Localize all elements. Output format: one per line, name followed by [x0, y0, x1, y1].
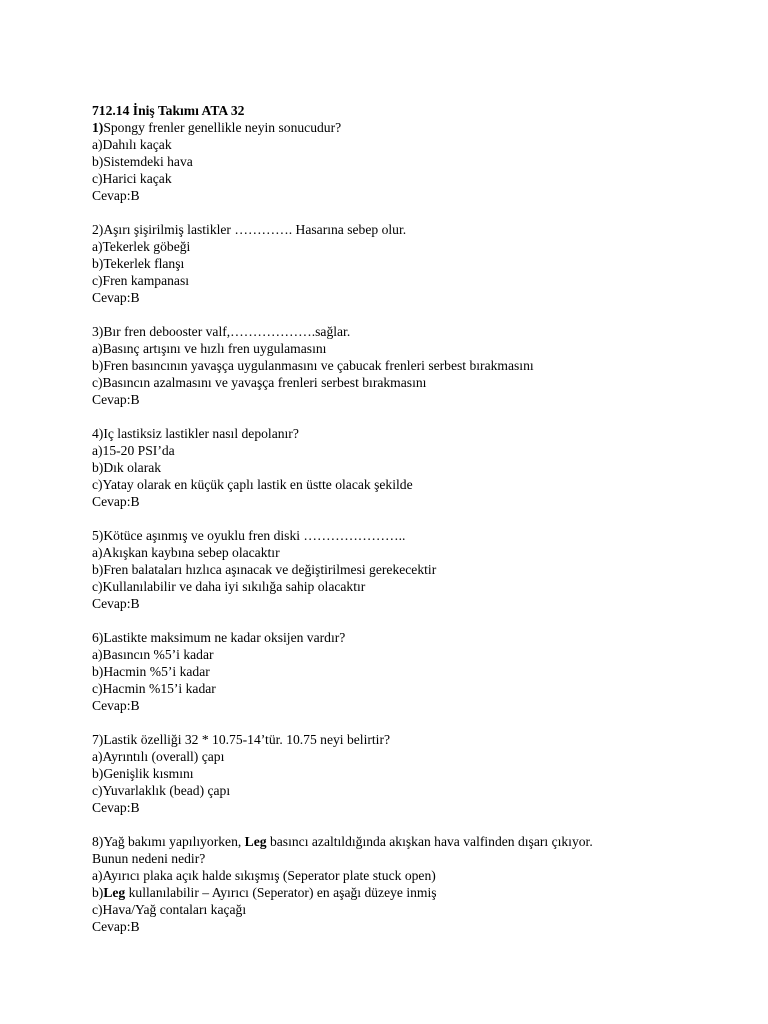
- option-b-prefix: b): [92, 885, 104, 900]
- question-1: [92, 119, 732, 204]
- option-c: c)Hacmin %15’i kadar: [92, 681, 216, 696]
- question-number: 4): [92, 426, 104, 441]
- question-text: [92, 731, 732, 748]
- answer: Cevap:B: [92, 596, 140, 611]
- option-a: a)15-20 PSI’da: [92, 443, 175, 458]
- question-8: [92, 833, 732, 935]
- question-text: [92, 221, 732, 238]
- option-b-bold: Leg: [103, 885, 126, 900]
- question-number: 1): [92, 120, 104, 135]
- option-c: c)Yatay olarak en küçük çaplı lastik en üstte olacak şekilde: [92, 477, 413, 492]
- question-number: 8): [92, 834, 104, 849]
- question-stem: Iç lastiksiz lastikler nasıl depolanır?: [103, 426, 299, 441]
- question-stem: Spongy frenler genellikle neyin sonucudur?: [103, 120, 342, 135]
- answer: Cevap:B: [92, 392, 140, 407]
- option-b: b)Fren basıncının yavaşça uygulanmasını ve çabucak frenleri serbest bırakmasını: [92, 358, 534, 373]
- option-b: b)Tekerlek flanşı: [92, 256, 185, 271]
- question-3: [92, 323, 732, 408]
- option-c: c)Fren kampanası: [92, 273, 190, 288]
- question-text-line-2: Bunun nedeni nedir?: [92, 851, 206, 866]
- option-c: c)Harici kaçak: [92, 171, 172, 186]
- question-number: 2): [92, 222, 104, 237]
- question-text: [92, 425, 732, 442]
- option-b: b)Dık olarak: [92, 460, 162, 475]
- answer: Cevap:B: [92, 494, 140, 509]
- option-a: a)Dahılı kaçak: [92, 137, 172, 152]
- option-b: b)Hacmin %5’i kadar: [92, 664, 210, 679]
- option-a: a)Ayrıntılı (overall) çapı: [92, 749, 225, 764]
- question-text: [92, 833, 732, 850]
- answer: Cevap:B: [92, 800, 140, 815]
- question-text: [92, 323, 732, 340]
- question-number: 5): [92, 528, 104, 543]
- answer: Cevap:B: [92, 698, 140, 713]
- option-b: b)Sistemdeki hava: [92, 154, 193, 169]
- option-b: b)Genişlik kısmını: [92, 766, 194, 781]
- document-page: [92, 102, 732, 952]
- option-c: c)Basıncın azalmasını ve yavaşça frenleri serbest bırakmasını: [92, 375, 427, 390]
- question-5: [92, 527, 732, 612]
- answer: Cevap:B: [92, 919, 140, 934]
- option-b-rest: kullanılabilir – Ayırıcı (Seperator) en aşağı düzeye inmiş: [125, 885, 437, 900]
- question-6: [92, 629, 732, 714]
- option-c: c)Kullanılabilir ve daha iyi sıkılığa sahip olacaktır: [92, 579, 366, 594]
- question-number: 6): [92, 630, 104, 645]
- option-a: a)Ayırıcı plaka açık halde sıkışmış (Seperator plate stuck open): [92, 868, 436, 883]
- option-b: [92, 884, 732, 901]
- question-text: [92, 629, 732, 646]
- question-stem: Lastik özelliği 32 * 10.75-14’tür. 10.75 neyi belirtir?: [103, 732, 391, 747]
- question-stem: Aşırı şişirilmiş lastikler …………. Hasarına sebep olur.: [103, 222, 407, 237]
- question-text: [92, 527, 732, 544]
- question-text: [92, 119, 732, 136]
- question-2: [92, 221, 732, 306]
- question-stem: Bır fren debooster valf,……………….sağlar.: [103, 324, 351, 339]
- option-b: b)Fren balataları hızlıca aşınacak ve değiştirilmesi gerekecektir: [92, 562, 437, 577]
- question-stem-part-1: Yağ bakımı yapılıyorken,: [103, 834, 245, 849]
- question-7: [92, 731, 732, 816]
- answer: Cevap:B: [92, 290, 140, 305]
- question-stem: Kötüce aşınmış ve oyuklu fren diski …………………..: [103, 528, 406, 543]
- option-a: a)Basınç artışını ve hızlı fren uygulamasını: [92, 341, 327, 356]
- option-c: c)Yuvarlaklık (bead) çapı: [92, 783, 231, 798]
- question-number: 7): [92, 732, 104, 747]
- option-a: a)Akışkan kaybına sebep olacaktır: [92, 545, 280, 560]
- question-number: 3): [92, 324, 104, 339]
- answer: Cevap:B: [92, 188, 140, 203]
- question-stem: Lastikte maksimum ne kadar oksijen vardır?: [103, 630, 346, 645]
- question-4: [92, 425, 732, 510]
- question-stem-bold: Leg: [244, 834, 267, 849]
- option-c: c)Hava/Yağ contaları kaçağı: [92, 902, 247, 917]
- document-title: 712.14 İniş Takımı ATA 32: [92, 103, 245, 118]
- option-a: a)Tekerlek göbeği: [92, 239, 191, 254]
- option-a: a)Basıncın %5’i kadar: [92, 647, 214, 662]
- question-stem-part-2: basıncı azaltıldığında akışkan hava valfinden dışarı çıkıyor.: [266, 834, 593, 849]
